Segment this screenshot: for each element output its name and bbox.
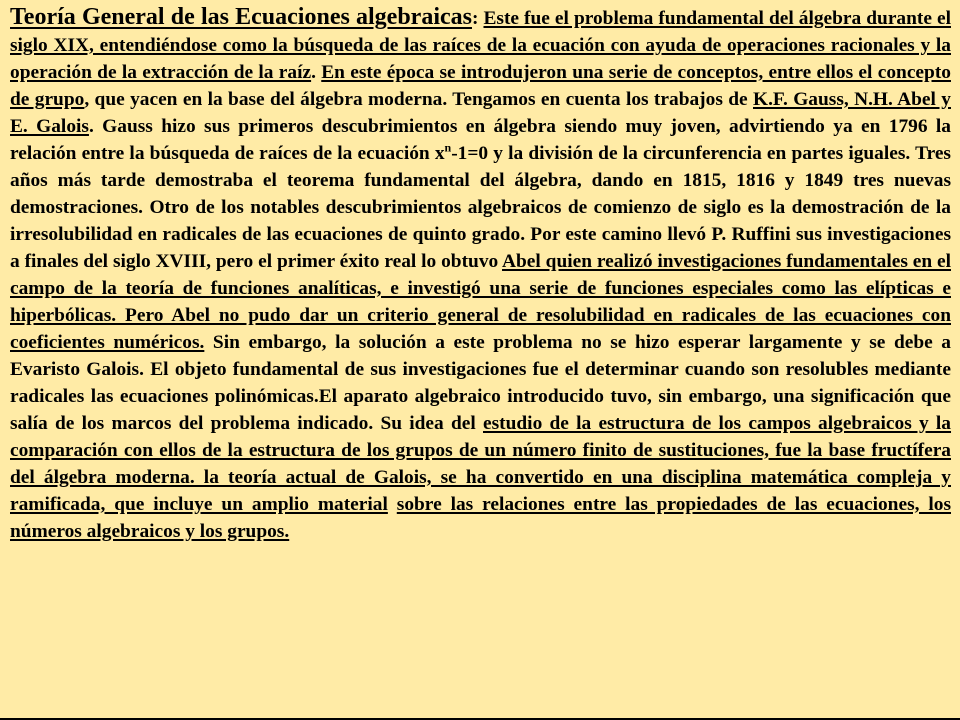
underlined-text-segment: En este época se introdujeron una serie de conceptos, entre ellos el concepto de grupo: [10, 62, 951, 110]
text-segment: Sin embargo, la solución a este problema no se hizo esperar largamente y se debe a Evaristo Galois. El objeto fundamental de sus investigaciones fue el determinar cuando son resolubles mediante radicales las ecuaciones polinómicas.El aparato algebraico introducido tuvo, sin embargo, una significación que salía de los marcos del problema indicado. Su idea del: [10, 332, 951, 434]
body-paragraph: [10, 4, 951, 545]
document-title: Teoría General de las Ecuaciones algebraicas: [10, 4, 472, 30]
text-segment: , que yacen en la base del álgebra moderna. Tengamos en cuenta los trabajos de: [84, 89, 753, 110]
underlined-text-segment: K.F. Gauss, N.H. Abel y E. Galois: [10, 89, 951, 137]
text-segment: [388, 494, 397, 515]
text-segment: .: [311, 62, 322, 83]
underlined-text-segment: estudio de la estructura de los campos algebraicos y la comparación con ellos de la estructura de los grupos de un número finito de sustituciones, fue la base fructífera del álgebra moderna. la teoría actual de Galois, se ha convertido en una disciplina matemática compleja y ramificada, que incluye un amplio material: [10, 413, 952, 515]
underlined-text-segment: sobre las relaciones entre las propiedades de las ecuaciones, los números algebraicos y los grupos.: [10, 494, 951, 542]
text-segment: -1=0 y la división de la circunferencia en partes iguales. Tres años más tarde demostraba el teorema fundamental del álgebra, dando en 1815, 1816 y 1849 tres nuevas demostraciones. Otro de los notables descubrimientos algebraicos de comienzo de siglo es la demostración de la irresolubilidad en radicales de las ecuaciones de quinto grado. Por este camino llevó P. Ruffini sus investigaciones a finales del siglo XVIII, pero el primer éxito real lo obtuvo: [10, 143, 951, 272]
title-colon: :: [471, 8, 479, 29]
superscript-text: n: [444, 140, 452, 155]
paragraph-content: [10, 8, 951, 542]
underlined-text-segment: Abel quien realizó investigaciones fundamentales en el campo de la teoría de funciones analíticas, e investigó una serie de funciones especiales como las elípticas e hiperbólicas. Pero Abel no pudo dar un criterio general de resolubilidad en radicales de las ecuaciones con coeficientes numéricos.: [10, 251, 951, 353]
text-segment: . Gauss hizo sus primeros descubrimientos en álgebra siendo muy joven, advirtiendo ya en 1796 la relación entre la búsqueda de raíces de la ecuación x: [10, 116, 951, 164]
underlined-text-segment: Este fue el problema fundamental del álgebra durante el siglo XIX, entendiéndose como la búsqueda de las raíces de la ecuación con ayuda de operaciones racionales y la operación de la extracción de la raíz: [10, 8, 951, 83]
